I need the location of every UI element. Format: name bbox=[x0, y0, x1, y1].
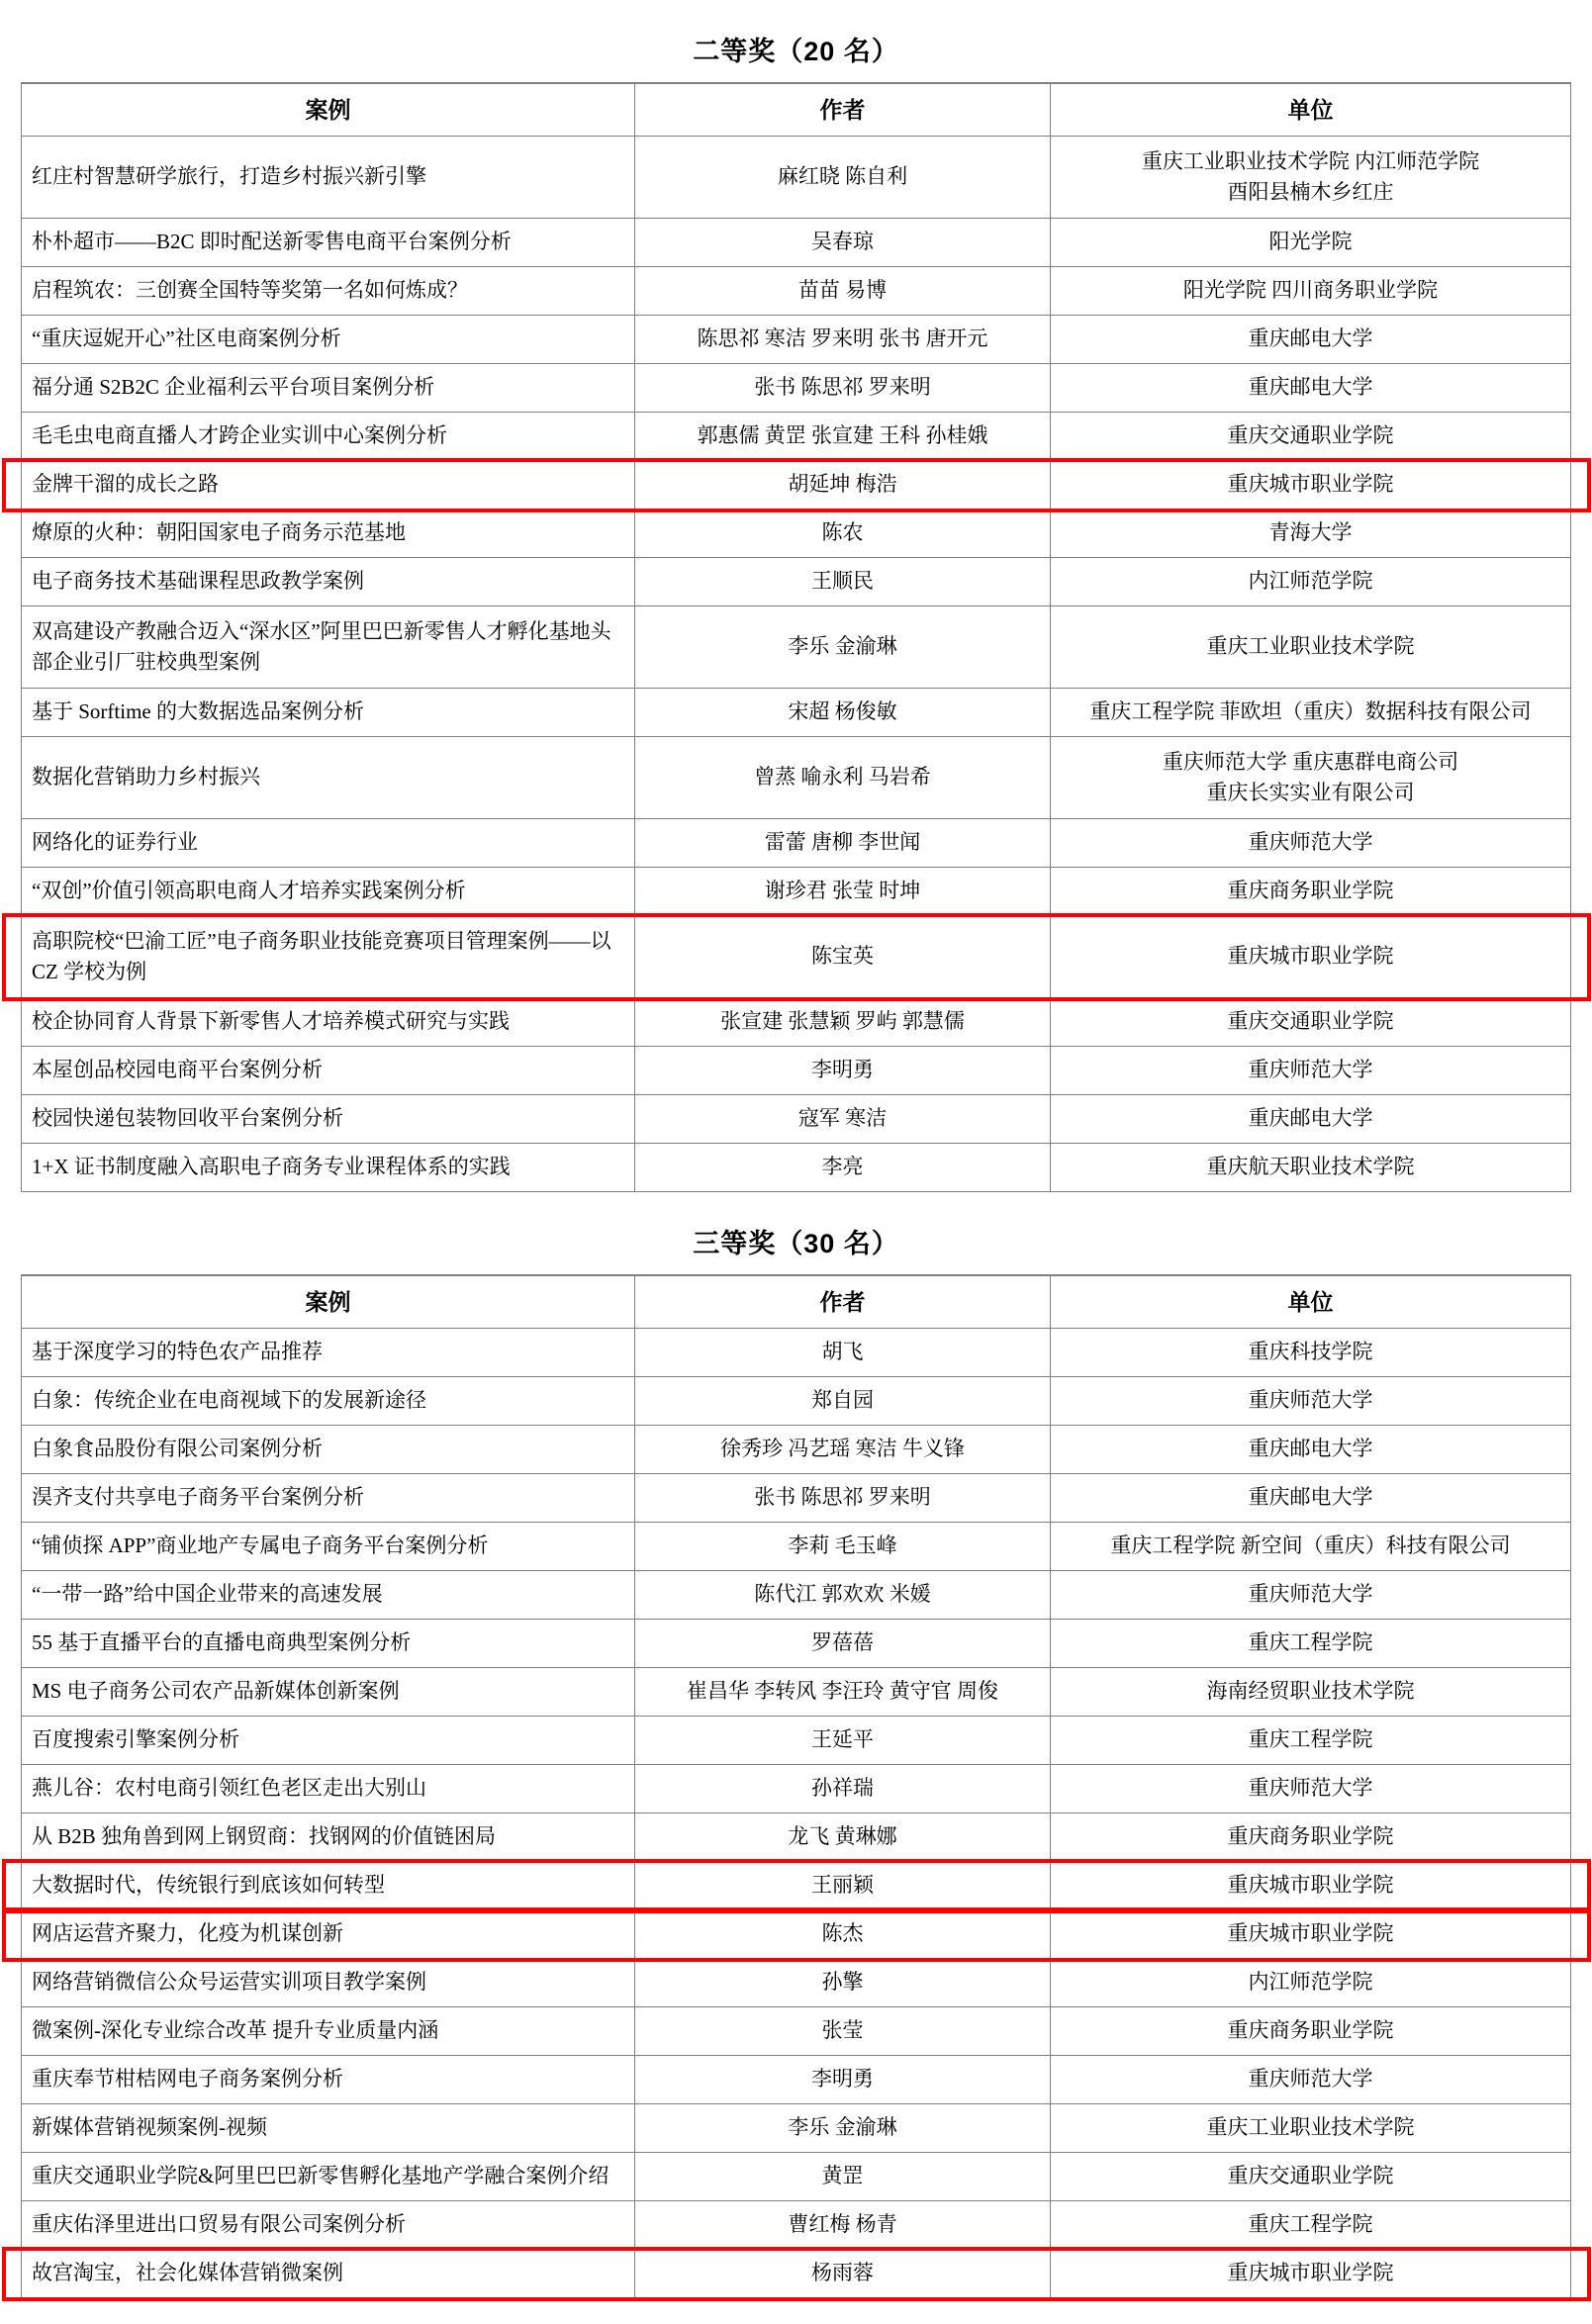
cell-author: 麻红晓 陈自利 bbox=[635, 137, 1051, 219]
cell-author: 郭惠儒 黄罡 张宣建 王科 孙桂娥 bbox=[635, 413, 1051, 461]
table-row bbox=[22, 219, 1571, 267]
table-row bbox=[22, 1095, 1571, 1144]
cell-case: 微案例-深化专业综合改革 提升专业质量内涵 bbox=[22, 2007, 635, 2056]
cell-author: 黄罡 bbox=[635, 2153, 1051, 2201]
cell-author: 宋超 杨俊敏 bbox=[635, 689, 1051, 737]
cell-case: 双高建设产教融合迈入“深水区”阿里巴巴新零售人才孵化基地头部企业引厂驻校典型案例 bbox=[22, 606, 635, 689]
cell-author: 寇军 寒洁 bbox=[635, 1095, 1051, 1144]
cell-case: 55 基于直播平台的直播电商典型案例分析 bbox=[22, 1620, 635, 1668]
table-row bbox=[22, 998, 1571, 1047]
cell-author: 李莉 毛玉峰 bbox=[635, 1523, 1051, 1571]
cell-author: 吴春琼 bbox=[635, 219, 1051, 267]
cell-case: “铺侦探 APP”商业地产专属电子商务平台案例分析 bbox=[22, 1523, 635, 1571]
cell-author: 张书 陈思祁 罗来明 bbox=[635, 1474, 1051, 1523]
second-prize-table-body bbox=[22, 137, 1571, 1192]
table-row bbox=[22, 2250, 1571, 2298]
bottom-spacer bbox=[0, 2298, 1592, 2324]
cell-author: 曾蒸 喻永利 马岩希 bbox=[635, 737, 1051, 819]
table-row bbox=[22, 1523, 1571, 1571]
cell-unit: 重庆师范大学 bbox=[1051, 2056, 1571, 2104]
cell-case: 红庄村智慧研学旅行，打造乡村振兴新引擎 bbox=[22, 137, 635, 219]
cell-case: 白象：传统企业在电商视域下的发展新途径 bbox=[22, 1377, 635, 1426]
cell-author: 陈农 bbox=[635, 510, 1051, 558]
cell-unit: 重庆师范大学 bbox=[1051, 1571, 1571, 1620]
cell-unit: 重庆商务职业学院 bbox=[1051, 1813, 1571, 1862]
table-row bbox=[22, 413, 1571, 461]
cell-unit: 重庆工业职业技术学院 内江师范学院 酉阳县楠木乡红庄 bbox=[1051, 137, 1571, 219]
cell-unit: 重庆科技学院 bbox=[1051, 1329, 1571, 1377]
cell-case: 福分通 S2B2C 企业福利云平台项目案例分析 bbox=[22, 364, 635, 413]
cell-unit: 重庆商务职业学院 bbox=[1051, 868, 1571, 916]
table-row bbox=[22, 689, 1571, 737]
cell-case: “双创”价值引领高职电商人才培养实践案例分析 bbox=[22, 868, 635, 916]
cell-case: 金牌干溜的成长之路 bbox=[22, 461, 635, 510]
cell-unit: 重庆城市职业学院 bbox=[1051, 2250, 1571, 2298]
table-row bbox=[22, 1813, 1571, 1862]
cell-case: 校企协同育人背景下新零售人才培养模式研究与实践 bbox=[22, 998, 635, 1047]
cell-author: 王顺民 bbox=[635, 558, 1051, 606]
cell-unit: 重庆城市职业学院 bbox=[1051, 461, 1571, 510]
cell-case: 基于深度学习的特色农产品推荐 bbox=[22, 1329, 635, 1377]
cell-unit: 青海大学 bbox=[1051, 510, 1571, 558]
cell-unit: 重庆交通职业学院 bbox=[1051, 998, 1571, 1047]
cell-author: 李明勇 bbox=[635, 1047, 1051, 1095]
cell-unit: 重庆商务职业学院 bbox=[1051, 2007, 1571, 2056]
cell-unit: 重庆邮电大学 bbox=[1051, 316, 1571, 364]
cell-unit: 重庆师范大学 bbox=[1051, 1765, 1571, 1813]
cell-case: 淏齐支付共享电子商务平台案例分析 bbox=[22, 1474, 635, 1523]
cell-unit: 重庆师范大学 bbox=[1051, 819, 1571, 868]
cell-case: MS 电子商务公司农产品新媒体创新案例 bbox=[22, 1668, 635, 1717]
cell-case: 大数据时代，传统银行到底该如何转型 bbox=[22, 1862, 635, 1910]
table-row bbox=[22, 1959, 1571, 2007]
column-header-case: 案例 bbox=[22, 1275, 635, 1329]
table-row bbox=[22, 916, 1571, 998]
table-row bbox=[22, 1717, 1571, 1765]
cell-case: 数据化营销助力乡村振兴 bbox=[22, 737, 635, 819]
cell-case: 新媒体营销视频案例-视频 bbox=[22, 2104, 635, 2153]
column-header-case: 案例 bbox=[22, 83, 635, 137]
cell-author: 张莹 bbox=[635, 2007, 1051, 2056]
cell-case: 燕儿谷：农村电商引领红色老区走出大别山 bbox=[22, 1765, 635, 1813]
table-row bbox=[22, 1474, 1571, 1523]
cell-author: 郑自园 bbox=[635, 1377, 1051, 1426]
cell-unit: 重庆城市职业学院 bbox=[1051, 916, 1571, 998]
table-row bbox=[22, 1668, 1571, 1717]
third-prize-table bbox=[21, 1274, 1571, 2298]
cell-unit: 阳光学院 四川商务职业学院 bbox=[1051, 267, 1571, 316]
table-row bbox=[22, 316, 1571, 364]
cell-author: 罗蓓蓓 bbox=[635, 1620, 1051, 1668]
cell-case: 重庆奉节柑桔网电子商务案例分析 bbox=[22, 2056, 635, 2104]
cell-unit: 海南经贸职业技术学院 bbox=[1051, 1668, 1571, 1717]
table-row bbox=[22, 1144, 1571, 1192]
cell-unit: 内江师范学院 bbox=[1051, 558, 1571, 606]
cell-unit: 重庆交通职业学院 bbox=[1051, 2153, 1571, 2201]
cell-case: 基于 Sorftime 的大数据选品案例分析 bbox=[22, 689, 635, 737]
cell-author: 谢珍君 张莹 时坤 bbox=[635, 868, 1051, 916]
cell-unit: 重庆师范大学 bbox=[1051, 1377, 1571, 1426]
table-row bbox=[22, 137, 1571, 219]
cell-author: 陈代江 郭欢欢 米媛 bbox=[635, 1571, 1051, 1620]
table-row bbox=[22, 364, 1571, 413]
cell-case: 高职院校“巴渝工匠”电子商务职业技能竞赛项目管理案例——以 CZ 学校为例 bbox=[22, 916, 635, 998]
column-header-author: 作者 bbox=[635, 1275, 1051, 1329]
cell-unit: 重庆邮电大学 bbox=[1051, 1426, 1571, 1474]
cell-author: 李亮 bbox=[635, 1144, 1051, 1192]
cell-unit: 重庆邮电大学 bbox=[1051, 364, 1571, 413]
cell-case: 电子商务技术基础课程思政教学案例 bbox=[22, 558, 635, 606]
cell-author: 苗苗 易博 bbox=[635, 267, 1051, 316]
cell-case: 重庆佑泽里进出口贸易有限公司案例分析 bbox=[22, 2201, 635, 2250]
cell-case: 网络营销微信公众号运营实训项目教学案例 bbox=[22, 1959, 635, 2007]
cell-case: “重庆逗妮开心”社区电商案例分析 bbox=[22, 316, 635, 364]
table-row bbox=[22, 1910, 1571, 1959]
column-header-unit: 单位 bbox=[1051, 83, 1571, 137]
column-header-author: 作者 bbox=[635, 83, 1051, 137]
cell-unit: 阳光学院 bbox=[1051, 219, 1571, 267]
table-row bbox=[22, 2007, 1571, 2056]
table-row bbox=[22, 510, 1571, 558]
cell-case: 故宫淘宝，社会化媒体营销微案例 bbox=[22, 2250, 635, 2298]
cell-unit: 重庆邮电大学 bbox=[1051, 1474, 1571, 1523]
cell-case: 百度搜索引擎案例分析 bbox=[22, 1717, 635, 1765]
cell-author: 陈杰 bbox=[635, 1910, 1051, 1959]
column-header-unit: 单位 bbox=[1051, 1275, 1571, 1329]
cell-unit: 重庆师范大学 bbox=[1051, 1047, 1571, 1095]
cell-unit: 重庆工程学院 菲欧坦（重庆）数据科技有限公司 bbox=[1051, 689, 1571, 737]
table-row bbox=[22, 2104, 1571, 2153]
cell-unit: 重庆工程学院 新空间（重庆）科技有限公司 bbox=[1051, 1523, 1571, 1571]
section-title-second-prize: 二等奖（20 名） bbox=[693, 37, 899, 66]
cell-unit: 内江师范学院 bbox=[1051, 1959, 1571, 2007]
table-row bbox=[22, 606, 1571, 689]
table-row bbox=[22, 2056, 1571, 2104]
table-row bbox=[22, 1329, 1571, 1377]
cell-author: 龙飞 黄琳娜 bbox=[635, 1813, 1051, 1862]
cell-unit: 重庆师范大学 重庆惠群电商公司 重庆长实实业有限公司 bbox=[1051, 737, 1571, 819]
table-row bbox=[22, 868, 1571, 916]
cell-unit: 重庆交通职业学院 bbox=[1051, 413, 1571, 461]
table-row bbox=[22, 1047, 1571, 1095]
cell-author: 雷蕾 唐柳 李世闻 bbox=[635, 819, 1051, 868]
cell-unit: 重庆工程学院 bbox=[1051, 2201, 1571, 2250]
cell-unit: 重庆邮电大学 bbox=[1051, 1095, 1571, 1144]
cell-case: 燎原的火种：朝阳国家电子商务示范基地 bbox=[22, 510, 635, 558]
cell-case: 毛毛虫电商直播人才跨企业实训中心案例分析 bbox=[22, 413, 635, 461]
cell-author: 胡延坤 梅浩 bbox=[635, 461, 1051, 510]
cell-author: 王延平 bbox=[635, 1717, 1051, 1765]
table-row bbox=[22, 2201, 1571, 2250]
cell-author: 徐秀珍 冯艺瑶 寒洁 牛义锋 bbox=[635, 1426, 1051, 1474]
cell-case: 1+X 证书制度融入高职电子商务专业课程体系的实践 bbox=[22, 1144, 635, 1192]
table-row bbox=[22, 1377, 1571, 1426]
table-row bbox=[22, 461, 1571, 510]
table-row bbox=[22, 1765, 1571, 1813]
table-row bbox=[22, 1620, 1571, 1668]
section-title-third-prize: 三等奖（30 名） bbox=[693, 1229, 899, 1258]
cell-author: 李乐 金渝琳 bbox=[635, 606, 1051, 689]
cell-case: 校园快递包装物回收平台案例分析 bbox=[22, 1095, 635, 1144]
cell-author: 张书 陈思祁 罗来明 bbox=[635, 364, 1051, 413]
table-row bbox=[22, 558, 1571, 606]
cell-case: 白象食品股份有限公司案例分析 bbox=[22, 1426, 635, 1474]
table-row bbox=[22, 819, 1571, 868]
cell-unit: 重庆工程学院 bbox=[1051, 1717, 1571, 1765]
cell-unit: 重庆工业职业技术学院 bbox=[1051, 606, 1571, 689]
table-row bbox=[22, 1426, 1571, 1474]
cell-author: 孙擎 bbox=[635, 1959, 1051, 2007]
cell-author: 胡飞 bbox=[635, 1329, 1051, 1377]
cell-author: 李明勇 bbox=[635, 2056, 1051, 2104]
cell-author: 王丽颖 bbox=[635, 1862, 1051, 1910]
cell-case: “一带一路”给中国企业带来的高速发展 bbox=[22, 1571, 635, 1620]
table-row bbox=[22, 1571, 1571, 1620]
cell-case: 网络化的证券行业 bbox=[22, 819, 635, 868]
cell-case: 网店运营齐聚力，化疫为机谋创新 bbox=[22, 1910, 635, 1959]
table-row bbox=[22, 2153, 1571, 2201]
second-prize-table bbox=[21, 82, 1571, 1192]
cell-author: 陈宝英 bbox=[635, 916, 1051, 998]
cell-case: 重庆交通职业学院&阿里巴巴新零售孵化基地产学融合案例介绍 bbox=[22, 2153, 635, 2201]
cell-unit: 重庆航天职业技术学院 bbox=[1051, 1144, 1571, 1192]
cell-unit: 重庆城市职业学院 bbox=[1051, 1910, 1571, 1959]
cell-case: 从 B2B 独角兽到网上钢贸商：找钢网的价值链困局 bbox=[22, 1813, 635, 1862]
cell-case: 启程筑农：三创赛全国特等奖第一名如何炼成？ bbox=[22, 267, 635, 316]
table-row bbox=[22, 267, 1571, 316]
table-row bbox=[22, 737, 1571, 819]
cell-author: 曹红梅 杨青 bbox=[635, 2201, 1051, 2250]
cell-unit: 重庆城市职业学院 bbox=[1051, 1862, 1571, 1910]
third-prize-table-body bbox=[22, 1329, 1571, 2298]
cell-case: 朴朴超市——B2C 即时配送新零售电商平台案例分析 bbox=[22, 219, 635, 267]
table-row bbox=[22, 1862, 1571, 1910]
table-header-row bbox=[22, 83, 1571, 137]
cell-author: 张宣建 张慧颖 罗屿 郭慧儒 bbox=[635, 998, 1051, 1047]
cell-author: 孙祥瑞 bbox=[635, 1765, 1051, 1813]
cell-author: 杨雨蓉 bbox=[635, 2250, 1051, 2298]
table-header-row bbox=[22, 1275, 1571, 1329]
cell-author: 李乐 金渝琳 bbox=[635, 2104, 1051, 2153]
cell-unit: 重庆工程学院 bbox=[1051, 1620, 1571, 1668]
cell-author: 陈思祁 寒洁 罗来明 张书 唐开元 bbox=[635, 316, 1051, 364]
cell-unit: 重庆工业职业技术学院 bbox=[1051, 2104, 1571, 2153]
cell-author: 崔昌华 李转风 李汪玲 黄守官 周俊 bbox=[635, 1668, 1051, 1717]
cell-case: 本屋创品校园电商平台案例分析 bbox=[22, 1047, 635, 1095]
